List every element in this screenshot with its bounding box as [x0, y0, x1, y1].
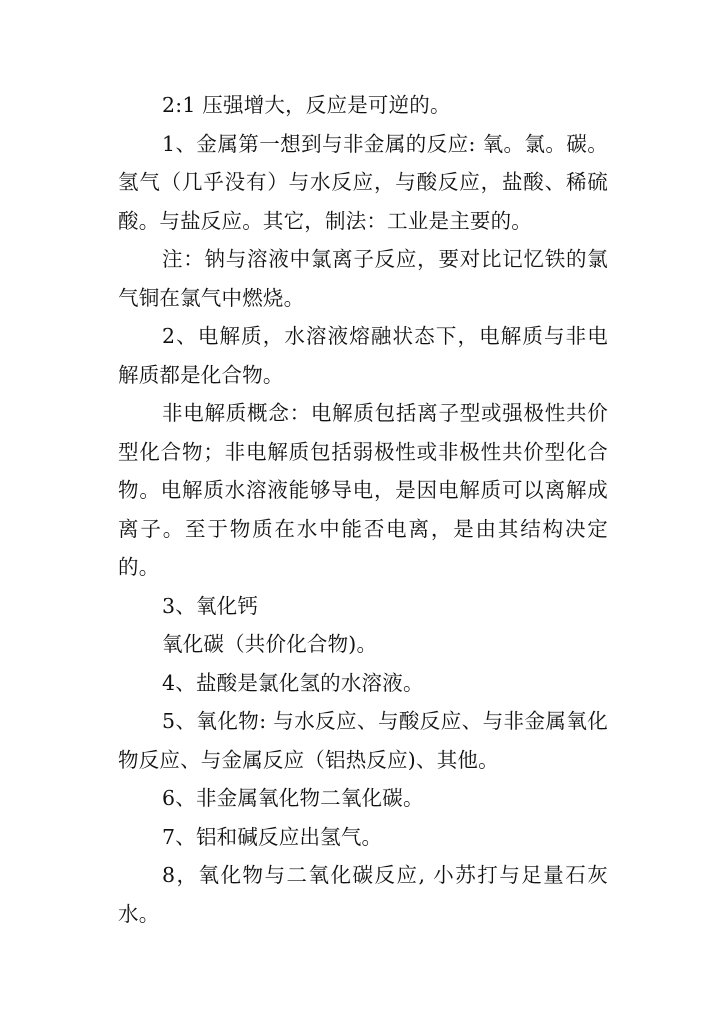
paragraph-11: 7、铝和碱反应出氢气。: [162, 824, 383, 849]
paragraph-2: 1、金属第一想到与非金属的反应: 氧。氯。碳。氢气（几乎没有）与水反应，与酸反应，盐酸、稀硫酸。与盐反应。其它，制法：工业是主要的。: [118, 131, 608, 233]
paragraph-10: 6、非金属氧化物二氧化碳。: [162, 786, 424, 810]
paragraph-4: 2、电解质，水溶液熔融状态下，电解质与非电解质都是化合物。: [118, 324, 608, 387]
paragraph-1: 2:1 压强增大，反应是可逆的。: [162, 93, 451, 117]
paragraph-5: 非电解质概念：电解质包括离子型或强极性共价型化合物；非电解质包括弱极性或非极性共价型化合物。电解质水溶液能够导电，是因电解质可以离解成离子。至于物质在水中能否电离，是由其结构决定的。: [118, 401, 608, 579]
paragraph-9: 5、氧化物: 与水反应、与酸反应、与非金属氧化物反应、与金属反应（铝热反应)、其他。: [118, 709, 608, 772]
document-body: [118, 86, 608, 933]
paragraph-12: 8，氧化物与二氧化碳反应, 小苏打与足量石灰水。: [118, 863, 608, 926]
paragraph-8: 4、盐酸是氯化氢的水溶液。: [162, 670, 424, 695]
paragraph-7: 氧化碳（共价化合物)。: [162, 632, 378, 656]
paragraph-3: 注：钠与溶液中氯离子反应，要对比记忆铁的氯气铜在氯气中燃烧。: [118, 247, 608, 310]
paragraph-6: 3、氧化钙: [162, 593, 259, 618]
